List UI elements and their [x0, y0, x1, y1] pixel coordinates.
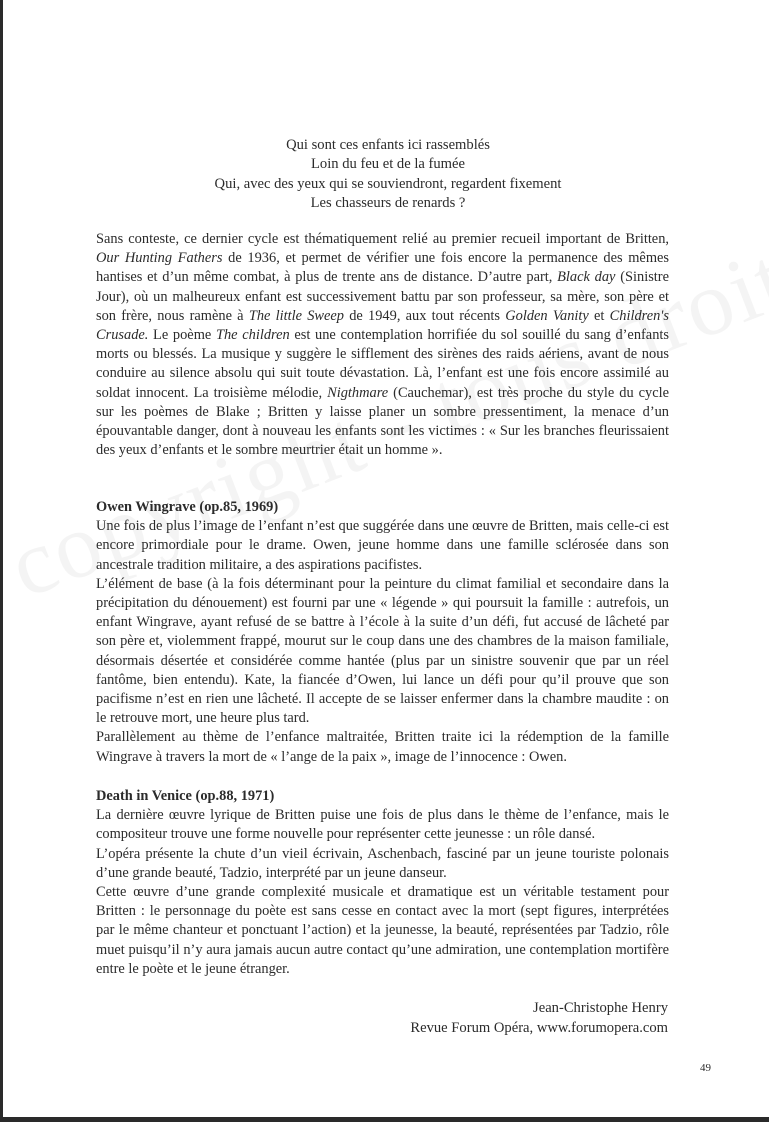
work-title: Children's Crusade.	[96, 307, 669, 344]
text-run: de 1949, aux tout récents	[344, 307, 506, 324]
text-run: (Sinistre Jour), où un malheureux enfant est successivement battu par son professeur, sa mère, son père et son frère, nous ramène à	[96, 269, 669, 324]
poem-quote	[120, 136, 656, 214]
body-paragraph: Parallèlement au thème de l’enfance maltraitée, Britten traite ici la rédemption de la famille Wingrave à travers la mort de « l’ange de la paix », image de l’innocence : Owen.	[96, 729, 669, 765]
work-title: Our Hunting Fathers	[96, 250, 223, 267]
poem-line: Qui sont ces enfants ici rassemblés	[286, 137, 490, 153]
body-paragraph: Cette œuvre d’une grande complexité musicale et dramatique est un véritable testament pour Britten : le personnage du poète est sans cesse en contact avec la mort (sept figures, interprétées par le même chanteur et ponctuant l’action) et la jeunesse, la beauté, représentées par Tadzio, rôle muet puisqu’il n’y aura jamais aucun autre contact qu’une admiration, une contemplation mortifère entre le poète et le jeune étranger.	[96, 884, 669, 977]
intro-section	[96, 230, 669, 460]
poem-line: Les chasseurs de renards ?	[310, 195, 466, 212]
section-heading: Death in Venice (op.88, 1971)	[96, 788, 275, 804]
text-run: de 1936, et permet de vérifier une fois encore la permanence des mêmes hantises et d’un même combat, à plus de trente ans de distance. D’autre part,	[96, 250, 670, 286]
text-run: Sans conteste, ce dernier cycle est thématiquement relié au premier recueil important de Britten,	[96, 231, 669, 247]
scan-edge-left	[0, 0, 3, 1122]
owen-wingrave-section	[96, 498, 669, 767]
body-paragraph: L’élément de base (à la fois déterminant pour la peinture du climat familial et secondaire dans la précipitation du dénouement) est fourni par une « légende » qui poursuit la famille : autrefois, un enfant Wingrave, ayant refusé de se battre à l’école à la suite d’un défi, fut accusé de lâcheté par son père et, violemment frappé, mourut sur le coup dans une des chambres de la maison familiale, désormais désertée et considérée comme hantée (plus par un sinistre souvenir que par un réel fantôme, bien entendu). Kate, la fiancée d’Owen, lui lance un défi pour qu’il prouve que son pacifisme n’est en rien une lâcheté. Il accepte de se laisser enfermer dans la chambre maudite : on le retrouve mort, une heure plus tard.	[96, 575, 669, 727]
work-title: The children	[215, 327, 290, 344]
scan-edge-bottom	[0, 1117, 769, 1122]
text-run: est une contemplation horrifiée du sol souillé du sang d’enfants morts ou blessés. La musique y suggère le sifflement des sirènes des raids aériens, avant de nous conduire au silence absolu qui suit toute dévastation. Là, l’enfant est une fois encore assimilé au soldat innocent. La troisième mélodie,	[96, 327, 669, 401]
poem-line: Qui, avec des yeux qui se souviendront, regardent fixement	[214, 175, 562, 192]
text-run: (Cauchemar), est très proche du style du cycle sur les poèmes de Blake ; Britten y laisse planer un sombre pressentiment, la menace d’un épouvantable danger, dont à nouveau les enfants sont les victimes : « Sur les branches fleurissaient des yeux d’enfants et le sombre meurtrier était un homme ».	[96, 384, 669, 459]
body-paragraph: L’opéra présente la chute d’un vieil écrivain, Aschenbach, fasciné par un jeune touriste polonais d’une grande beauté, Tadzio, interprété par un jeune danseur.	[96, 845, 669, 881]
work-title: Golden Vanity	[505, 307, 589, 324]
poem-line: Loin du feu et de la fumée	[311, 156, 465, 173]
death-in-venice-section	[96, 787, 669, 979]
source-credit: Revue Forum Opéra, www.forumopera.com	[410, 1020, 668, 1036]
section-heading: Owen Wingrave (op.85, 1969)	[96, 499, 279, 515]
intro-paragraph	[96, 230, 669, 460]
work-title: Black day	[557, 269, 616, 286]
text-run: et	[588, 307, 610, 324]
signature-block	[410, 998, 668, 1038]
work-title: The little Sweep	[248, 307, 344, 324]
page-number: 49	[700, 1062, 711, 1074]
body-paragraph: Une fois de plus l’image de l’enfant n’est que suggérée dans une œuvre de Britten, mais celle-ci est encore primordiale pour le drame. Owen, jeune homme dans une famille sclérosée dans son ancestrale tradition militaire, a des aspirations pacifistes.	[96, 518, 669, 573]
text-run: Le poème	[148, 327, 216, 344]
body-paragraph: La dernière œuvre lyrique de Britten puise une fois de plus dans le thème de l’enfance, mais le compositeur trouve une forme nouvelle pour représenter cette jeunesse : un rôle dansé.	[96, 807, 669, 843]
work-title: Nigthmare	[327, 384, 389, 401]
author-name: Jean-Christophe Henry	[533, 1000, 668, 1016]
